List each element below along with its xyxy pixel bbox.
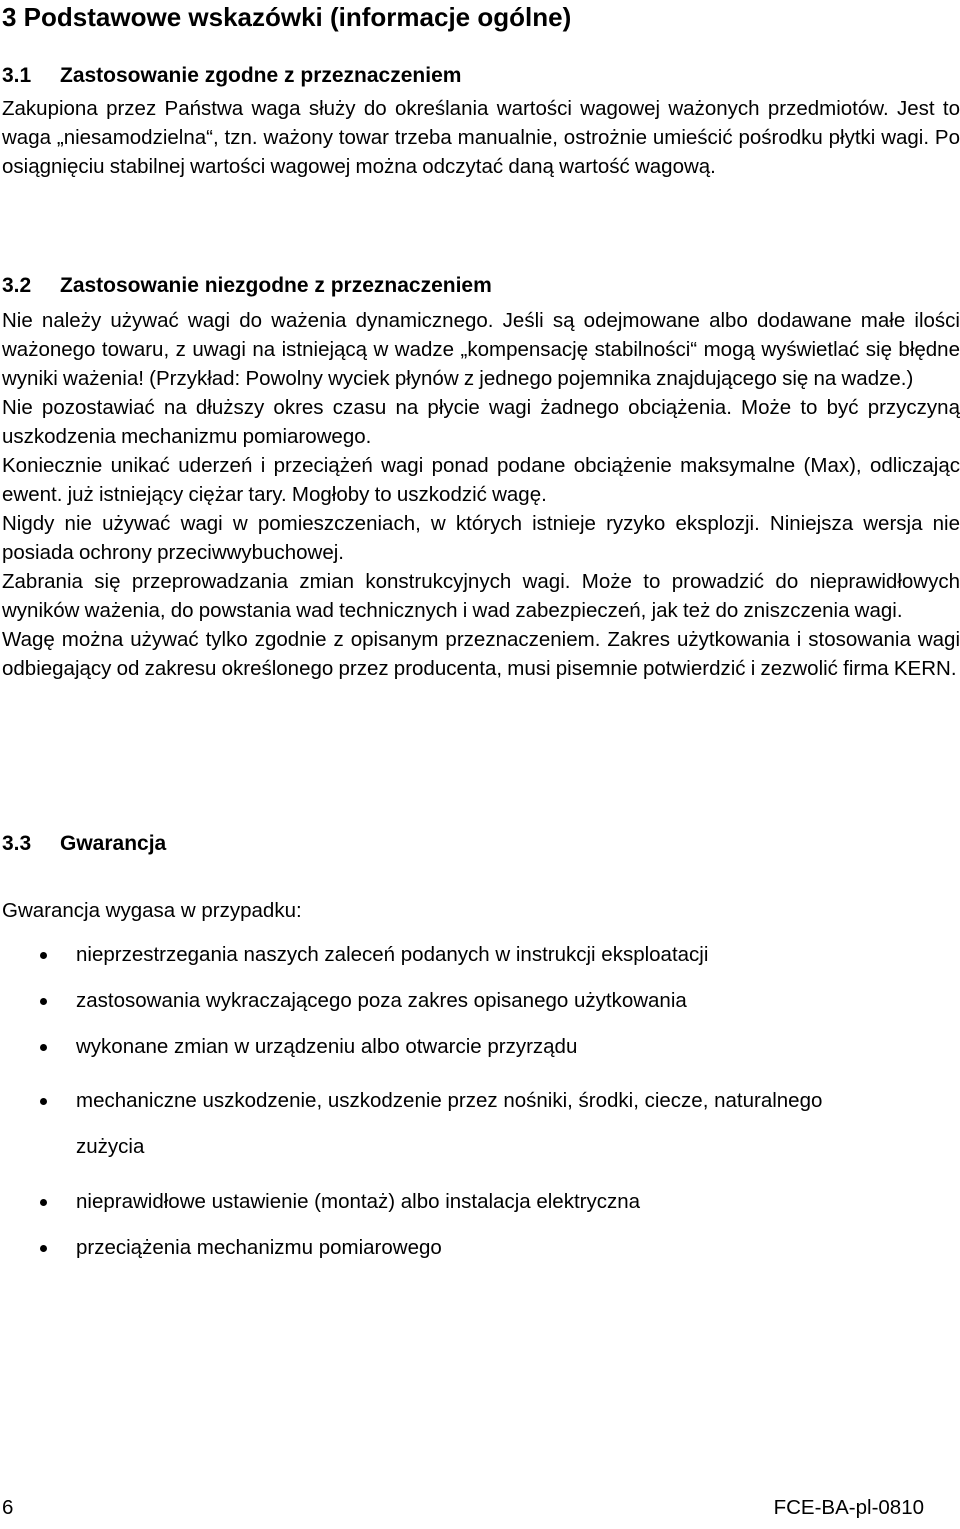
- section-3-3-heading: [2, 830, 960, 858]
- list-item: przeciążenia mechanizmu pomiarowego: [2, 1233, 960, 1262]
- warranty-list: [2, 940, 960, 1262]
- bullet-icon: [40, 998, 47, 1005]
- section-title: Zastosowanie niezgodne z przeznaczeniem: [60, 274, 492, 297]
- section-3-3: [2, 830, 960, 858]
- warranty-intro: Gwarancja wygasa w przypadku:: [2, 899, 302, 922]
- document-code: FCE-BA-pl-0810: [773, 1496, 924, 1519]
- section-title: Gwarancja: [60, 832, 167, 855]
- list-item: nieprzestrzegania naszych zaleceń podanych w instrukcji eksploatacji: [2, 940, 960, 969]
- paragraph: Nigdy nie używać wagi w pomieszczeniach, w których istnieje ryzyko eksplozji. Niniejsza wersja nie posiada ochrony przeciwwybuchowej.: [2, 512, 960, 564]
- list-item: nieprawidłowe ustawienie (montaż) albo instalacja elektryczna: [2, 1187, 960, 1216]
- bullet-icon: [40, 1199, 47, 1206]
- paragraph: Zabrania się przeprowadzania zmian konstrukcyjnych wagi. Może to prowadzić do nieprawidłowych wyników ważenia, do powstania wad technicznych i wad zabezpieczeń, jak też do zniszczenia wagi.: [2, 570, 960, 622]
- paragraph: Koniecznie unikać uderzeń i przeciążeń wagi ponad podane obciążenie maksymalne (Max), odliczając ewent. już istniejący ciężar tary. Mogłoby to uszkodzić wagę.: [2, 454, 960, 506]
- section-3-1: [2, 62, 960, 181]
- section-title: Zastosowanie zgodne z przeznaczeniem: [60, 64, 462, 87]
- section-3-1-body: Zakupiona przez Państwa waga służy do określania wartości wagowej ważonych przedmiotów. Jest to waga „niesamodzielna“, tzn. ważony towar trzeba manualnie, ostrożnie umieścić pośrodku płytki wagi. Po osiągnięciu stabilnej wartości wagowej można odczytać daną wartość wagową.: [2, 97, 960, 178]
- list-item: wykonane zmian w urządzeniu albo otwarcie przyrządu: [2, 1032, 960, 1061]
- section-number: 3.2: [2, 274, 32, 297]
- bullet-icon: [40, 952, 47, 959]
- section-3-2: [2, 272, 960, 683]
- section-3-2-heading: [2, 272, 960, 300]
- page-number: 6: [2, 1496, 14, 1519]
- bullet-icon: [40, 1044, 47, 1051]
- bullet-icon: [40, 1245, 47, 1252]
- section-3-1-heading: [2, 62, 960, 90]
- paragraph: Wagę można używać tylko zgodnie z opisanym przeznaczeniem. Zakres użytkowania i stosowania wagi odbiegający od zakresu określonego przez producenta, musi pisemnie potwierdzić i zezwolić firma KERN.: [2, 628, 960, 680]
- paragraph: Nie pozostawiać na dłuższy okres czasu na płycie wagi żadnego obciążenia. Może to być przyczyną uszkodzenia mechanizmu pomiarowego.: [2, 396, 960, 448]
- list-item: zastosowania wykraczającego poza zakres opisanego użytkowania: [2, 986, 960, 1015]
- section-number: 3.1: [2, 64, 32, 87]
- list-item: mechaniczne uszkodzenie, uszkodzenie przez nośniki, środki, ciecze, naturalnego zużycia: [2, 1078, 960, 1170]
- section-number: 3.3: [2, 832, 32, 855]
- chapter-title: 3 Podstawowe wskazówki (informacje ogólne): [2, 2, 572, 32]
- bullet-icon: [40, 1098, 47, 1105]
- paragraph: Nie należy używać wagi do ważenia dynamicznego. Jeśli są odejmowane albo dodawane małe ilości ważonego towaru, z uwagi na istniejącą w wadze „kompensację stabilności“ mogą wyświetlać się błędne wyniki ważenia! (Przykład: Powolny wyciek płynów z jednego pojemnika znajdującego się na wadze.): [2, 309, 960, 390]
